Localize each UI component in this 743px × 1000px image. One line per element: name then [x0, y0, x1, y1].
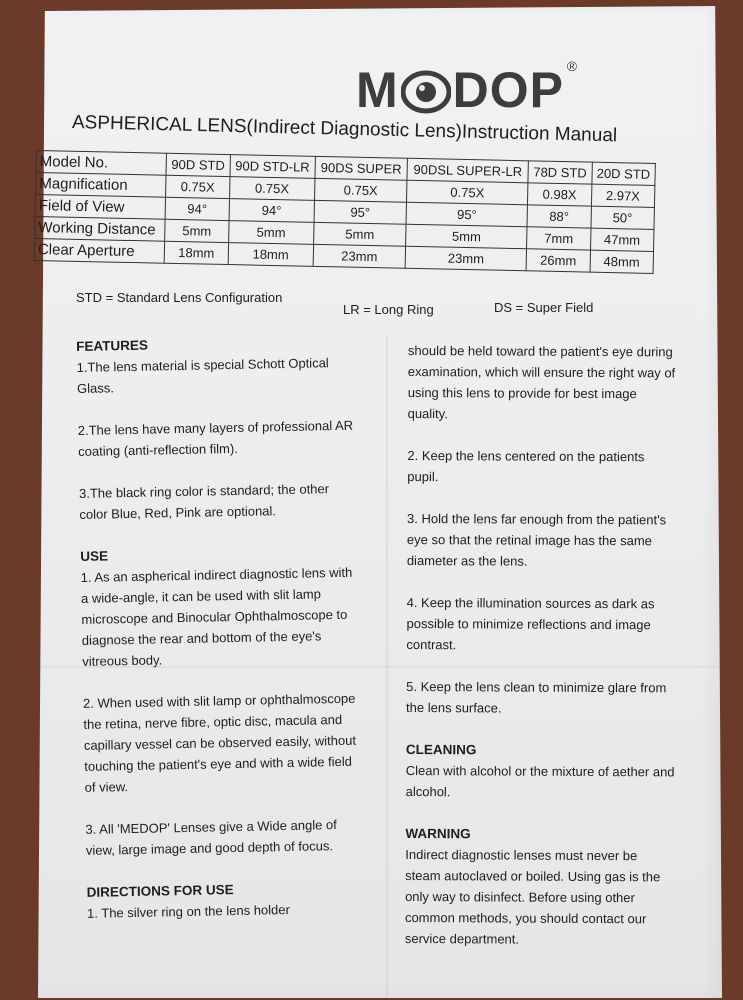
table-cell: Clear Aperture: [34, 238, 165, 263]
table-cell: 23mm: [313, 244, 406, 268]
list-item: 3.The black ring color is standard; the other color Blue, Red, Pink are optional.: [78, 481, 330, 522]
cleaning-heading: CLEANING: [405, 741, 477, 758]
legend-ds: DS = Super Field: [494, 300, 594, 315]
eye-logo-icon: [401, 68, 451, 112]
table-cell: Model No.: [36, 151, 167, 176]
table-cell: Field of View: [35, 195, 166, 220]
table-cell: 47mm: [590, 228, 654, 251]
table-cell: 26mm: [526, 249, 590, 272]
use-heading: USE: [80, 548, 109, 564]
table-cell: 0.75X: [407, 180, 529, 205]
table-cell: 18mm: [164, 241, 228, 264]
legend-lr: LR = Long Ring: [343, 302, 434, 317]
table-cell: 23mm: [405, 246, 527, 271]
list-item: 2.The lens have many layers of professional AR coating (anti-reflection film).: [77, 417, 354, 459]
table-cell: 90D STD: [166, 153, 230, 176]
legend-std: STD = Standard Lens Configuration: [76, 290, 283, 305]
features-heading: FEATURES: [76, 337, 149, 354]
list-item: 1. The silver ring on the lens holder: [86, 902, 291, 921]
list-item: 2. When used with slit lamp or ophthalmoscope the retina, nerve fibre, optic disc, macula and capillary vessel can be observed easily, without touching the patient's eye and with a wide field of view.: [82, 690, 357, 795]
table-cell: Magnification: [36, 173, 167, 198]
table-cell: 90D STD-LR: [230, 155, 316, 179]
table-cell: 90DSL SUPER-LR: [407, 158, 529, 183]
left-column: [76, 331, 367, 924]
list-item: 3. All 'MEDOP' Lenses give a Wide angle of view, large image and good depth of focus.: [85, 817, 337, 858]
table-cell: 5mm: [228, 221, 314, 245]
table-cell: 94°: [165, 197, 229, 220]
table-cell: 5mm: [165, 219, 229, 242]
table-cell: 0.75X: [314, 178, 407, 202]
table-cell: 95°: [406, 202, 528, 227]
directions-heading: DIRECTIONS FOR USE: [86, 882, 234, 900]
table-cell: 2.97X: [591, 184, 655, 207]
list-item: 1. As an aspherical indirect diagnostic lens with a wide-angle, it can be used with slit lamp microscope and Binocular Ophthalmoscope to diagnose the rear and bottom of the eye's vitreous body.: [80, 564, 353, 669]
table-cell: 0.75X: [229, 177, 315, 201]
spec-table: [34, 150, 656, 274]
table-cell: 5mm: [314, 222, 407, 246]
warning-text: Indirect diagnostic lenses must never be steam autoclaved or boiled. Using gas is the only way to disinfect. Before using other common methods, you should contact our service department.: [404, 846, 661, 947]
list-item: 1.The lens material is special Schott Optical Glass.: [76, 355, 329, 396]
list-item: 3. Hold the lens far enough from the patient's eye so that the retinal image has the same diameter as the lens.: [406, 510, 667, 569]
warning-heading: WARNING: [405, 825, 471, 842]
manual-title: ASPHERICAL LENS(Indirect Diagnostic Lens)Instruction Manual: [71, 112, 618, 147]
table-cell: 95°: [314, 200, 407, 224]
table-cell: 48mm: [590, 250, 654, 273]
registered-mark: ®: [566, 58, 579, 74]
table-cell: 90DS SUPER: [315, 156, 408, 180]
table-cell: 50°: [591, 206, 655, 229]
list-item: should be held toward the patient's eye during examination, which will ensure the right way of using this lens to provide for best image quality.: [407, 342, 676, 422]
table-cell: Working Distance: [35, 216, 166, 241]
table-cell: 20D STD: [592, 162, 656, 185]
table-cell: 18mm: [228, 243, 314, 267]
right-column: [405, 340, 678, 950]
list-item: 2. Keep the lens centered on the patients pupil.: [407, 447, 645, 485]
table-cell: 88°: [527, 205, 591, 228]
table-cell: 0.98X: [528, 183, 592, 206]
list-item: 4. Keep the illumination sources as dark as possible to minimize reflections and image contrast.: [406, 594, 655, 653]
cleaning-text: Clean with alcohol or the mixture of aether and alcohol.: [405, 762, 675, 800]
table-cell: 0.75X: [166, 175, 230, 198]
list-item: 5. Keep the lens clean to minimize glare from the lens surface.: [406, 678, 667, 716]
table-cell: 5mm: [406, 224, 528, 249]
table-cell: 94°: [229, 199, 315, 223]
medop-logo: M DOP ®: [356, 58, 579, 118]
table-cell: 78D STD: [528, 161, 592, 184]
table-cell: 7mm: [527, 227, 591, 250]
